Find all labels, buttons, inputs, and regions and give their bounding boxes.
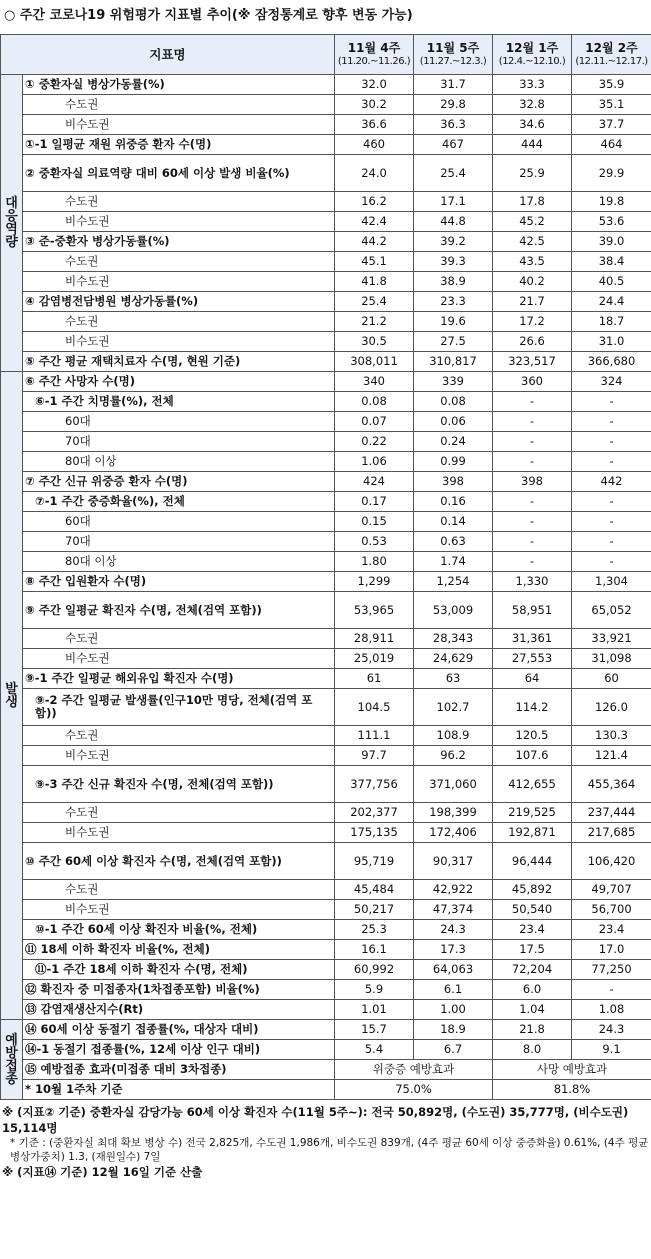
value-cell-week-2: 1.00 bbox=[414, 1000, 493, 1020]
value-cell-week-4: 65,052 bbox=[572, 592, 651, 629]
indicator-label: 60대 bbox=[23, 512, 335, 532]
value-cell-week-2: 0.08 bbox=[414, 392, 493, 412]
indicator-label: ⑥-1 주간 치명률(%), 전체 bbox=[23, 392, 335, 412]
indicator-label: 비수도권 bbox=[23, 212, 335, 232]
table-row bbox=[1, 823, 651, 843]
indicator-label: ① 중환자실 병상가동률(%) bbox=[23, 75, 335, 95]
value-cell-week-3: 43.5 bbox=[493, 252, 572, 272]
indicator-label: 비수도권 bbox=[23, 823, 335, 843]
value-cell-week-3: 17.8 bbox=[493, 192, 572, 212]
value-cell-week-1: 53,965 bbox=[335, 592, 414, 629]
value-cell-week-3: 398 bbox=[493, 472, 572, 492]
value-cell-week-4: 33,921 bbox=[572, 629, 651, 649]
category-response-capacity: 대 응 역 량 bbox=[1, 75, 23, 372]
value-cell-week-4: 56,700 bbox=[572, 900, 651, 920]
table-row bbox=[1, 629, 651, 649]
value-cell-week-1: 41.8 bbox=[335, 272, 414, 292]
value-cell-week-1: 24.0 bbox=[335, 155, 414, 192]
value-cell-week-3: 58,951 bbox=[493, 592, 572, 629]
indicator-label: 비수도권 bbox=[23, 332, 335, 352]
value-cell-week-4: - bbox=[572, 980, 651, 1000]
indicator-label: ⑪-1 주간 18세 이하 확진자 수(명, 전체) bbox=[23, 960, 335, 980]
value-cell-week-3: 21.8 bbox=[493, 1020, 572, 1040]
table-row bbox=[1, 472, 651, 492]
value-cell-week-1: 1,299 bbox=[335, 572, 414, 592]
table-row bbox=[1, 135, 651, 155]
value-cell-week-1: 0.15 bbox=[335, 512, 414, 532]
value-cell-week-1: 0.22 bbox=[335, 432, 414, 452]
value-cell-week-3: 33.3 bbox=[493, 75, 572, 95]
indicator-label: ④ 감염병전담병원 병상가동률(%) bbox=[23, 292, 335, 312]
value-cell-week-3: 444 bbox=[493, 135, 572, 155]
table-row bbox=[1, 512, 651, 532]
value-cell-week-3: - bbox=[493, 532, 572, 552]
value-cell-week-2: 0.63 bbox=[414, 532, 493, 552]
value-cell-week-2: 398 bbox=[414, 472, 493, 492]
indicator-label: ⑦ 주간 신규 위중증 환자 수(명) bbox=[23, 472, 335, 492]
table-row bbox=[1, 726, 651, 746]
value-cell-week-4: - bbox=[572, 532, 651, 552]
value-cell-week-4: 19.8 bbox=[572, 192, 651, 212]
indicator-label: 수도권 bbox=[23, 252, 335, 272]
table-row bbox=[1, 649, 651, 669]
footnote-vaccination-basis: ※ (지표⑭ 기준) 12월 16일 기준 산출 bbox=[2, 1165, 203, 1179]
value-cell-week-3: - bbox=[493, 392, 572, 412]
value-cell-week-2: 96.2 bbox=[414, 746, 493, 766]
value-cell-week-2: 38.9 bbox=[414, 272, 493, 292]
value-cell-week-1: 30.5 bbox=[335, 332, 414, 352]
table-row bbox=[1, 212, 651, 232]
indicator-label: ⑧ 주간 입원환자 수(명) bbox=[23, 572, 335, 592]
table-row bbox=[1, 1040, 651, 1060]
indicator-label: ⑩-1 주간 60세 이상 확진자 비율(%, 전체) bbox=[23, 920, 335, 940]
value-cell-week-2: 25.4 bbox=[414, 155, 493, 192]
table-row bbox=[1, 192, 651, 212]
value-cell-week-2: 17.1 bbox=[414, 192, 493, 212]
value-cell-week-4: 217,685 bbox=[572, 823, 651, 843]
value-cell-week-1: 424 bbox=[335, 472, 414, 492]
value-cell-week-3: - bbox=[493, 432, 572, 452]
value-cell-week-2: 6.1 bbox=[414, 980, 493, 1000]
value-cell-week-2: 31.7 bbox=[414, 75, 493, 95]
value-cell-week-4: 60 bbox=[572, 669, 651, 689]
value-cell-week-4: - bbox=[572, 392, 651, 412]
value-cell-week-3: 34.6 bbox=[493, 115, 572, 135]
indicator-label: ③ 준-중환자 병상가동률(%) bbox=[23, 232, 335, 252]
value-cell-week-4: 237,444 bbox=[572, 803, 651, 823]
value-cell-week-3: 40.2 bbox=[493, 272, 572, 292]
table-row bbox=[1, 155, 651, 192]
vaccine-effect-row bbox=[1, 1060, 651, 1080]
table-row bbox=[1, 412, 651, 432]
indicator-label: 70대 bbox=[23, 532, 335, 552]
value-cell-week-1: 1.80 bbox=[335, 552, 414, 572]
value-cell-week-3: 8.0 bbox=[493, 1040, 572, 1060]
value-cell-week-1: 5.4 bbox=[335, 1040, 414, 1060]
value-cell-week-3: 45.2 bbox=[493, 212, 572, 232]
value-cell-week-1: 1.01 bbox=[335, 1000, 414, 1020]
table-row bbox=[1, 252, 651, 272]
value-cell-week-2: 1,254 bbox=[414, 572, 493, 592]
indicator-label: 수도권 bbox=[23, 803, 335, 823]
table-row bbox=[1, 312, 651, 332]
table-row bbox=[1, 920, 651, 940]
value-cell-week-4: 121.4 bbox=[572, 746, 651, 766]
value-cell-week-1: 0.08 bbox=[335, 392, 414, 412]
value-cell-week-2: 39.2 bbox=[414, 232, 493, 252]
value-cell-week-1: 104.5 bbox=[335, 689, 414, 726]
table-row bbox=[1, 492, 651, 512]
table-row bbox=[1, 432, 651, 452]
value-cell-week-2: 108.9 bbox=[414, 726, 493, 746]
table-row bbox=[1, 292, 651, 312]
table-row bbox=[1, 392, 651, 412]
value-cell-week-3: 120.5 bbox=[493, 726, 572, 746]
footnote-icu-capacity: ※ (지표② 기준) 중환자실 감당가능 60세 이상 확진자 수(11월 5주~): 전국 50,892명, (수도권) 35,777명, (비수도권) 15,114명 bbox=[2, 1105, 629, 1135]
indicator-label: 수도권 bbox=[23, 312, 335, 332]
value-cell-week-1: 15.7 bbox=[335, 1020, 414, 1040]
value-cell-week-2: 24,629 bbox=[414, 649, 493, 669]
value-cell-week-2: 42,922 bbox=[414, 880, 493, 900]
value-cell-week-2: 18.9 bbox=[414, 1020, 493, 1040]
value-cell-week-4: 464 bbox=[572, 135, 651, 155]
value-cell-week-1: 30.2 bbox=[335, 95, 414, 115]
table-row bbox=[1, 900, 651, 920]
value-cell-week-2: 0.06 bbox=[414, 412, 493, 432]
table-row bbox=[1, 1000, 651, 1020]
footnotes bbox=[2, 1104, 649, 1180]
value-cell-week-2: 47,374 bbox=[414, 900, 493, 920]
value-cell-week-4: 40.5 bbox=[572, 272, 651, 292]
value-cell-week-3: 64 bbox=[493, 669, 572, 689]
value-cell-week-4: 49,707 bbox=[572, 880, 651, 900]
table-header-row bbox=[1, 35, 651, 75]
value-cell-week-1: 377,756 bbox=[335, 766, 414, 803]
value-cell-week-4: - bbox=[572, 552, 651, 572]
value-cell-week-2: 19.6 bbox=[414, 312, 493, 332]
value-cell-week-4: 39.0 bbox=[572, 232, 651, 252]
value-cell-week-2: 27.5 bbox=[414, 332, 493, 352]
value-cell-week-2: 0.99 bbox=[414, 452, 493, 472]
value-cell-week-2: 198,399 bbox=[414, 803, 493, 823]
table-row bbox=[1, 803, 651, 823]
indicator-label: 80대 이상 bbox=[23, 452, 335, 472]
value-cell-week-1: 0.17 bbox=[335, 492, 414, 512]
value-cell-week-4: 130.3 bbox=[572, 726, 651, 746]
value-cell-week-2: 64,063 bbox=[414, 960, 493, 980]
value-cell-week-1: 95,719 bbox=[335, 843, 414, 880]
indicator-label: ⑨-2 주간 일평균 발생률(인구10만 명당, 전체(검역 포함)) bbox=[23, 689, 335, 726]
value-cell-week-1: 111.1 bbox=[335, 726, 414, 746]
value-cell-week-1: 460 bbox=[335, 135, 414, 155]
value-cell-week-2: 23.3 bbox=[414, 292, 493, 312]
value-cell-week-2: 371,060 bbox=[414, 766, 493, 803]
value-cell-week-3: 25.9 bbox=[493, 155, 572, 192]
table-row bbox=[1, 332, 651, 352]
risk-indicator-table bbox=[0, 34, 651, 1100]
value-cell-week-3: 21.7 bbox=[493, 292, 572, 312]
indicator-label: 비수도권 bbox=[23, 746, 335, 766]
table-row bbox=[1, 880, 651, 900]
value-cell-week-1: 21.2 bbox=[335, 312, 414, 332]
value-cell-week-3: 45,892 bbox=[493, 880, 572, 900]
value-cell-week-2: 172,406 bbox=[414, 823, 493, 843]
indicator-label: ② 중환자실 의료역량 대비 60세 이상 발생 비율(%) bbox=[23, 155, 335, 192]
value-cell-week-3: 219,525 bbox=[493, 803, 572, 823]
header-week-4: 12월 2주 (12.11.~12.17.) bbox=[572, 35, 651, 75]
value-cell-week-1: 97.7 bbox=[335, 746, 414, 766]
indicator-label: ⑥ 주간 사망자 수(명) bbox=[23, 372, 335, 392]
table-row bbox=[1, 115, 651, 135]
severe-effect-label: 위중증 예방효과 bbox=[335, 1060, 493, 1080]
table-row bbox=[1, 372, 651, 392]
value-cell-week-4: 24.4 bbox=[572, 292, 651, 312]
page-title: ○ 주간 코로나19 위험평가 지표별 추이(※ 잠정통계로 향후 변동 가능) bbox=[4, 8, 413, 23]
value-cell-week-2: 28,343 bbox=[414, 629, 493, 649]
value-cell-week-4: 9.1 bbox=[572, 1040, 651, 1060]
header-week-1: 11월 4주 (11.20.~11.26.) bbox=[335, 35, 414, 75]
value-cell-week-1: 60,992 bbox=[335, 960, 414, 980]
value-cell-week-1: 28,911 bbox=[335, 629, 414, 649]
indicator-label: 60대 bbox=[23, 412, 335, 432]
value-cell-week-2: 17.3 bbox=[414, 940, 493, 960]
indicator-label: 비수도권 bbox=[23, 649, 335, 669]
value-cell-week-3: 323,517 bbox=[493, 352, 572, 372]
value-cell-week-3: - bbox=[493, 452, 572, 472]
value-cell-week-3: - bbox=[493, 512, 572, 532]
table-row bbox=[1, 940, 651, 960]
category-vaccination: 예 방 접 종 bbox=[1, 1020, 23, 1100]
table-row bbox=[1, 95, 651, 115]
table-row bbox=[1, 452, 651, 472]
header-indicator-name: 지표명 bbox=[1, 35, 335, 75]
value-cell-week-1: 45.1 bbox=[335, 252, 414, 272]
table-row bbox=[1, 592, 651, 629]
value-cell-week-4: 31.0 bbox=[572, 332, 651, 352]
value-cell-week-4: 1,304 bbox=[572, 572, 651, 592]
value-cell-week-1: 44.2 bbox=[335, 232, 414, 252]
category-occurrence: 발 생 bbox=[1, 372, 23, 1020]
table-row bbox=[1, 272, 651, 292]
death-effect-label: 사망 예방효과 bbox=[493, 1060, 651, 1080]
value-cell-week-3: 360 bbox=[493, 372, 572, 392]
table-row bbox=[1, 766, 651, 803]
value-cell-week-3: 31,361 bbox=[493, 629, 572, 649]
indicator-label: ⑬ 감염재생산지수(Rt) bbox=[23, 1000, 335, 1020]
table-row bbox=[1, 532, 651, 552]
indicator-label: 수도권 bbox=[23, 192, 335, 212]
value-cell-week-4: 24.3 bbox=[572, 1020, 651, 1040]
value-cell-week-1: 202,377 bbox=[335, 803, 414, 823]
value-cell-week-1: 175,135 bbox=[335, 823, 414, 843]
value-cell-week-2: 39.3 bbox=[414, 252, 493, 272]
table-row bbox=[1, 232, 651, 252]
indicator-label: ⑭ 60세 이상 동절기 접종률(%, 대상자 대비) bbox=[23, 1020, 335, 1040]
value-cell-week-2: 36.3 bbox=[414, 115, 493, 135]
indicator-label: 비수도권 bbox=[23, 272, 335, 292]
value-cell-week-2: 6.7 bbox=[414, 1040, 493, 1060]
value-cell-week-2: 24.3 bbox=[414, 920, 493, 940]
value-cell-week-1: 0.53 bbox=[335, 532, 414, 552]
value-cell-week-3: 1.04 bbox=[493, 1000, 572, 1020]
value-cell-week-1: 308,011 bbox=[335, 352, 414, 372]
value-cell-week-1: 25.3 bbox=[335, 920, 414, 940]
indicator-label: 비수도권 bbox=[23, 115, 335, 135]
table-row bbox=[1, 75, 651, 95]
indicator-label: ⑮ 예방접종 효과(미접종 대비 3차접종) bbox=[23, 1060, 335, 1080]
indicator-label: 70대 bbox=[23, 432, 335, 452]
value-cell-week-3: 1,330 bbox=[493, 572, 572, 592]
table-row bbox=[1, 572, 651, 592]
indicator-label: 80대 이상 bbox=[23, 552, 335, 572]
value-cell-week-4: 126.0 bbox=[572, 689, 651, 726]
value-cell-week-4: 366,680 bbox=[572, 352, 651, 372]
value-cell-week-4: 18.7 bbox=[572, 312, 651, 332]
value-cell-week-4: 35.1 bbox=[572, 95, 651, 115]
value-cell-week-3: - bbox=[493, 492, 572, 512]
value-cell-week-1: 16.1 bbox=[335, 940, 414, 960]
value-cell-week-2: 53,009 bbox=[414, 592, 493, 629]
value-cell-week-2: 310,817 bbox=[414, 352, 493, 372]
value-cell-week-1: 16.2 bbox=[335, 192, 414, 212]
value-cell-week-1: 45,484 bbox=[335, 880, 414, 900]
value-cell-week-4: 38.4 bbox=[572, 252, 651, 272]
value-cell-week-3: 192,871 bbox=[493, 823, 572, 843]
indicator-label: ⑨ 주간 일평균 확진자 수(명, 전체(검역 포함)) bbox=[23, 592, 335, 629]
value-cell-week-4: 37.7 bbox=[572, 115, 651, 135]
indicator-label: 비수도권 bbox=[23, 900, 335, 920]
value-cell-week-4: 106,420 bbox=[572, 843, 651, 880]
value-cell-week-2: 1.74 bbox=[414, 552, 493, 572]
indicator-label: ①-1 일평균 재원 위중증 환자 수(명) bbox=[23, 135, 335, 155]
indicator-label: 수도권 bbox=[23, 629, 335, 649]
header-week-3: 12월 1주 (12.4.~12.10.) bbox=[493, 35, 572, 75]
value-cell-week-2: 63 bbox=[414, 669, 493, 689]
value-cell-week-1: 61 bbox=[335, 669, 414, 689]
value-cell-week-4: 77,250 bbox=[572, 960, 651, 980]
death-effect-value: 81.8% bbox=[493, 1080, 651, 1100]
value-cell-week-1: 5.9 bbox=[335, 980, 414, 1000]
value-cell-week-3: 107.6 bbox=[493, 746, 572, 766]
value-cell-week-2: 90,317 bbox=[414, 843, 493, 880]
value-cell-week-2: 44.8 bbox=[414, 212, 493, 232]
value-cell-week-1: 32.0 bbox=[335, 75, 414, 95]
severe-effect-value: 75.0% bbox=[335, 1080, 493, 1100]
value-cell-week-1: 0.07 bbox=[335, 412, 414, 432]
value-cell-week-4: - bbox=[572, 512, 651, 532]
value-cell-week-4: 442 bbox=[572, 472, 651, 492]
value-cell-week-2: 467 bbox=[414, 135, 493, 155]
table-row bbox=[1, 689, 651, 726]
value-cell-week-2: 339 bbox=[414, 372, 493, 392]
value-cell-week-4: 324 bbox=[572, 372, 651, 392]
indicator-label: ⑤ 주간 평균 재택치료자 수(명, 현원 기준) bbox=[23, 352, 335, 372]
table-row bbox=[1, 960, 651, 980]
value-cell-week-4: 23.4 bbox=[572, 920, 651, 940]
table-row bbox=[1, 669, 651, 689]
value-cell-week-3: 27,553 bbox=[493, 649, 572, 669]
header-week-2: 11월 5주 (11.27.~12.3.) bbox=[414, 35, 493, 75]
indicator-label: ⑫ 확진자 중 미접종자(1차접종포함) 비율(%) bbox=[23, 980, 335, 1000]
value-cell-week-3: - bbox=[493, 412, 572, 432]
value-cell-week-3: 17.5 bbox=[493, 940, 572, 960]
value-cell-week-3: 114.2 bbox=[493, 689, 572, 726]
value-cell-week-3: 32.8 bbox=[493, 95, 572, 115]
indicator-label: ⑩ 주간 60세 이상 확진자 수(명, 전체(검역 포함)) bbox=[23, 843, 335, 880]
value-cell-week-3: 23.4 bbox=[493, 920, 572, 940]
value-cell-week-4: - bbox=[572, 412, 651, 432]
value-cell-week-4: - bbox=[572, 452, 651, 472]
value-cell-week-2: 0.24 bbox=[414, 432, 493, 452]
vaccine-effect-value-row bbox=[1, 1080, 651, 1100]
table-row bbox=[1, 552, 651, 572]
indicator-label: 수도권 bbox=[23, 95, 335, 115]
indicator-label: ⑭-1 동절기 접종률(%, 12세 이상 인구 대비) bbox=[23, 1040, 335, 1060]
value-cell-week-3: 412,655 bbox=[493, 766, 572, 803]
indicator-label: ⑨-3 주간 신규 확진자 수(명, 전체(검역 포함)) bbox=[23, 766, 335, 803]
value-cell-week-3: 26.6 bbox=[493, 332, 572, 352]
indicator-label: ⑪ 18세 이하 확진자 비율(%, 전체) bbox=[23, 940, 335, 960]
value-cell-week-1: 25,019 bbox=[335, 649, 414, 669]
value-cell-week-3: 42.5 bbox=[493, 232, 572, 252]
value-cell-week-4: - bbox=[572, 492, 651, 512]
value-cell-week-3: - bbox=[493, 552, 572, 572]
value-cell-week-3: 72,204 bbox=[493, 960, 572, 980]
value-cell-week-1: 36.6 bbox=[335, 115, 414, 135]
value-cell-week-2: 0.14 bbox=[414, 512, 493, 532]
value-cell-week-2: 29.8 bbox=[414, 95, 493, 115]
table-row bbox=[1, 1020, 651, 1040]
value-cell-week-4: - bbox=[572, 432, 651, 452]
effect-basis-note: * 10월 1주차 기준 bbox=[23, 1080, 335, 1100]
value-cell-week-2: 0.16 bbox=[414, 492, 493, 512]
table-row bbox=[1, 746, 651, 766]
value-cell-week-1: 50,217 bbox=[335, 900, 414, 920]
value-cell-week-2: 102.7 bbox=[414, 689, 493, 726]
value-cell-week-4: 1.08 bbox=[572, 1000, 651, 1020]
value-cell-week-3: 50,540 bbox=[493, 900, 572, 920]
value-cell-week-1: 42.4 bbox=[335, 212, 414, 232]
value-cell-week-4: 31,098 bbox=[572, 649, 651, 669]
value-cell-week-1: 340 bbox=[335, 372, 414, 392]
table-row bbox=[1, 352, 651, 372]
value-cell-week-1: 25.4 bbox=[335, 292, 414, 312]
value-cell-week-4: 455,364 bbox=[572, 766, 651, 803]
table-row bbox=[1, 843, 651, 880]
value-cell-week-4: 29.9 bbox=[572, 155, 651, 192]
value-cell-week-3: 17.2 bbox=[493, 312, 572, 332]
table-row bbox=[1, 980, 651, 1000]
indicator-label: ⑨-1 주간 일평균 해외유입 확진자 수(명) bbox=[23, 669, 335, 689]
value-cell-week-4: 17.0 bbox=[572, 940, 651, 960]
value-cell-week-3: 96,444 bbox=[493, 843, 572, 880]
indicator-label: 수도권 bbox=[23, 880, 335, 900]
indicator-label: ⑦-1 주간 중증화율(%), 전체 bbox=[23, 492, 335, 512]
value-cell-week-1: 1.06 bbox=[335, 452, 414, 472]
footnote-criteria: * 기준 : (중환자실 최대 확보 병상 수) 전국 2,825개, 수도권 1,986개, 비수도권 839개, (4주 평균 60세 이상 중증화율) 0.61%, (4주 평균 병상가중치) 1.3, (재원일수) 7일 bbox=[10, 1137, 649, 1163]
value-cell-week-3: 6.0 bbox=[493, 980, 572, 1000]
value-cell-week-4: 35.9 bbox=[572, 75, 651, 95]
indicator-label: 수도권 bbox=[23, 726, 335, 746]
value-cell-week-4: 53.6 bbox=[572, 212, 651, 232]
